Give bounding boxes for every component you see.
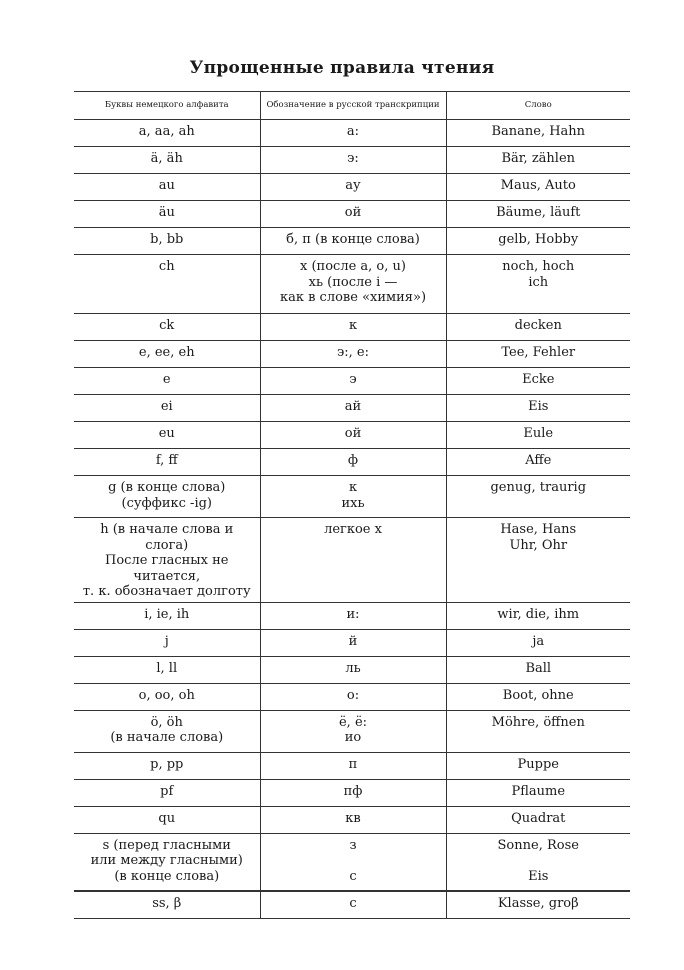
table-row <box>74 629 630 656</box>
cell-letters: ck <box>74 314 260 341</box>
table-row <box>74 368 630 395</box>
cell-letters: s (перед гласными или между гласными) (в конце слова) <box>74 833 260 891</box>
cell-letters: p, pp <box>74 752 260 779</box>
cell-word: Eule <box>446 422 630 449</box>
table-row <box>74 201 630 228</box>
cell-transcription: о: <box>260 683 446 710</box>
table-row <box>74 833 630 891</box>
cell-transcription: ф <box>260 449 446 476</box>
cell-transcription: э <box>260 368 446 395</box>
table-row <box>74 174 630 201</box>
table-row <box>74 341 630 368</box>
cell-word: noch, hoch ich <box>446 255 630 314</box>
table-row <box>74 656 630 683</box>
cell-transcription: с <box>260 891 446 918</box>
reading-rules-table <box>74 91 630 919</box>
cell-letters: i, ie, ih <box>74 602 260 629</box>
cell-transcription: пф <box>260 779 446 806</box>
cell-word: Maus, Auto <box>446 174 630 201</box>
bottom-rule <box>74 890 630 891</box>
cell-word: genug, traurig <box>446 476 630 518</box>
table-row <box>74 422 630 449</box>
cell-word: Banane, Hahn <box>446 120 630 147</box>
cell-word: Bär, zählen <box>446 147 630 174</box>
cell-transcription: п <box>260 752 446 779</box>
cell-transcription: э:, е: <box>260 341 446 368</box>
table-row <box>74 228 630 255</box>
cell-word: Ecke <box>446 368 630 395</box>
cell-word: Puppe <box>446 752 630 779</box>
cell-transcription: б, п (в конце слова) <box>260 228 446 255</box>
cell-letters: l, ll <box>74 656 260 683</box>
header-word: Слово <box>446 92 630 120</box>
cell-letters: pf <box>74 779 260 806</box>
cell-letters: f, ff <box>74 449 260 476</box>
table-row <box>74 683 630 710</box>
table-row <box>74 147 630 174</box>
cell-word: Affe <box>446 449 630 476</box>
cell-word: Klasse, groβ <box>446 891 630 918</box>
cell-word: Eis <box>446 395 630 422</box>
cell-transcription: а: <box>260 120 446 147</box>
cell-transcription: к <box>260 314 446 341</box>
table-row <box>74 891 630 918</box>
table-row <box>74 395 630 422</box>
cell-transcription: ой <box>260 422 446 449</box>
cell-letters: ei <box>74 395 260 422</box>
table-row <box>74 710 630 752</box>
cell-letters: a, aa, ah <box>74 120 260 147</box>
cell-letters: au <box>74 174 260 201</box>
cell-word: Boot, ohne <box>446 683 630 710</box>
cell-transcription: ё, ё: ио <box>260 710 446 752</box>
table-row <box>74 314 630 341</box>
cell-word: Bäume, läuft <box>446 201 630 228</box>
cell-word: Möhre, öffnen <box>446 710 630 752</box>
cell-transcription: ль <box>260 656 446 683</box>
cell-letters: j <box>74 629 260 656</box>
cell-letters: g (в конце слова) (суффикс -ig) <box>74 476 260 518</box>
cell-letters: ss, β <box>74 891 260 918</box>
cell-word: Sonne, Rose Eis <box>446 833 630 891</box>
cell-word: gelb, Hobby <box>446 228 630 255</box>
cell-word: Pflaume <box>446 779 630 806</box>
cell-word: Ball <box>446 656 630 683</box>
table-row <box>74 476 630 518</box>
cell-word: decken <box>446 314 630 341</box>
header-transcription: Обозначение в русской транскрипции <box>260 92 446 120</box>
cell-letters: e <box>74 368 260 395</box>
cell-transcription: з с <box>260 833 446 891</box>
cell-word: Quadrat <box>446 806 630 833</box>
cell-letters: eu <box>74 422 260 449</box>
cell-transcription: й <box>260 629 446 656</box>
cell-letters: o, oo, oh <box>74 683 260 710</box>
table-row <box>74 518 630 603</box>
table-row <box>74 449 630 476</box>
table-row <box>74 752 630 779</box>
table-header-row <box>74 92 630 120</box>
cell-transcription: ой <box>260 201 446 228</box>
cell-word: Tee, Fehler <box>446 341 630 368</box>
cell-transcription: э: <box>260 147 446 174</box>
table-row <box>74 255 630 314</box>
cell-word: wir, die, ihm <box>446 602 630 629</box>
cell-letters: e, ee, eh <box>74 341 260 368</box>
cell-transcription: х (после a, o, u) хь (после i — как в слове «химия») <box>260 255 446 314</box>
cell-transcription: и: <box>260 602 446 629</box>
header-letters: Буквы немецкого алфавита <box>74 92 260 120</box>
cell-letters: ö, öh (в начале слова) <box>74 710 260 752</box>
cell-letters: h (в начале слова и слога) После гласных не читается, т. к. обозначает долготу <box>74 518 260 603</box>
table-row <box>74 602 630 629</box>
cell-transcription: ау <box>260 174 446 201</box>
table-row <box>74 120 630 147</box>
cell-word: Hase, Hans Uhr, Ohr <box>446 518 630 603</box>
table-row <box>74 779 630 806</box>
cell-word: ja <box>446 629 630 656</box>
page-title: Упрощенные правила чтения <box>189 58 495 78</box>
cell-letters: b, bb <box>74 228 260 255</box>
cell-transcription: ай <box>260 395 446 422</box>
table-row <box>74 806 630 833</box>
cell-transcription: к ихь <box>260 476 446 518</box>
cell-transcription: кв <box>260 806 446 833</box>
cell-letters: äu <box>74 201 260 228</box>
cell-letters: ä, äh <box>74 147 260 174</box>
cell-letters: qu <box>74 806 260 833</box>
cell-letters: ch <box>74 255 260 314</box>
cell-transcription: легкое х <box>260 518 446 603</box>
